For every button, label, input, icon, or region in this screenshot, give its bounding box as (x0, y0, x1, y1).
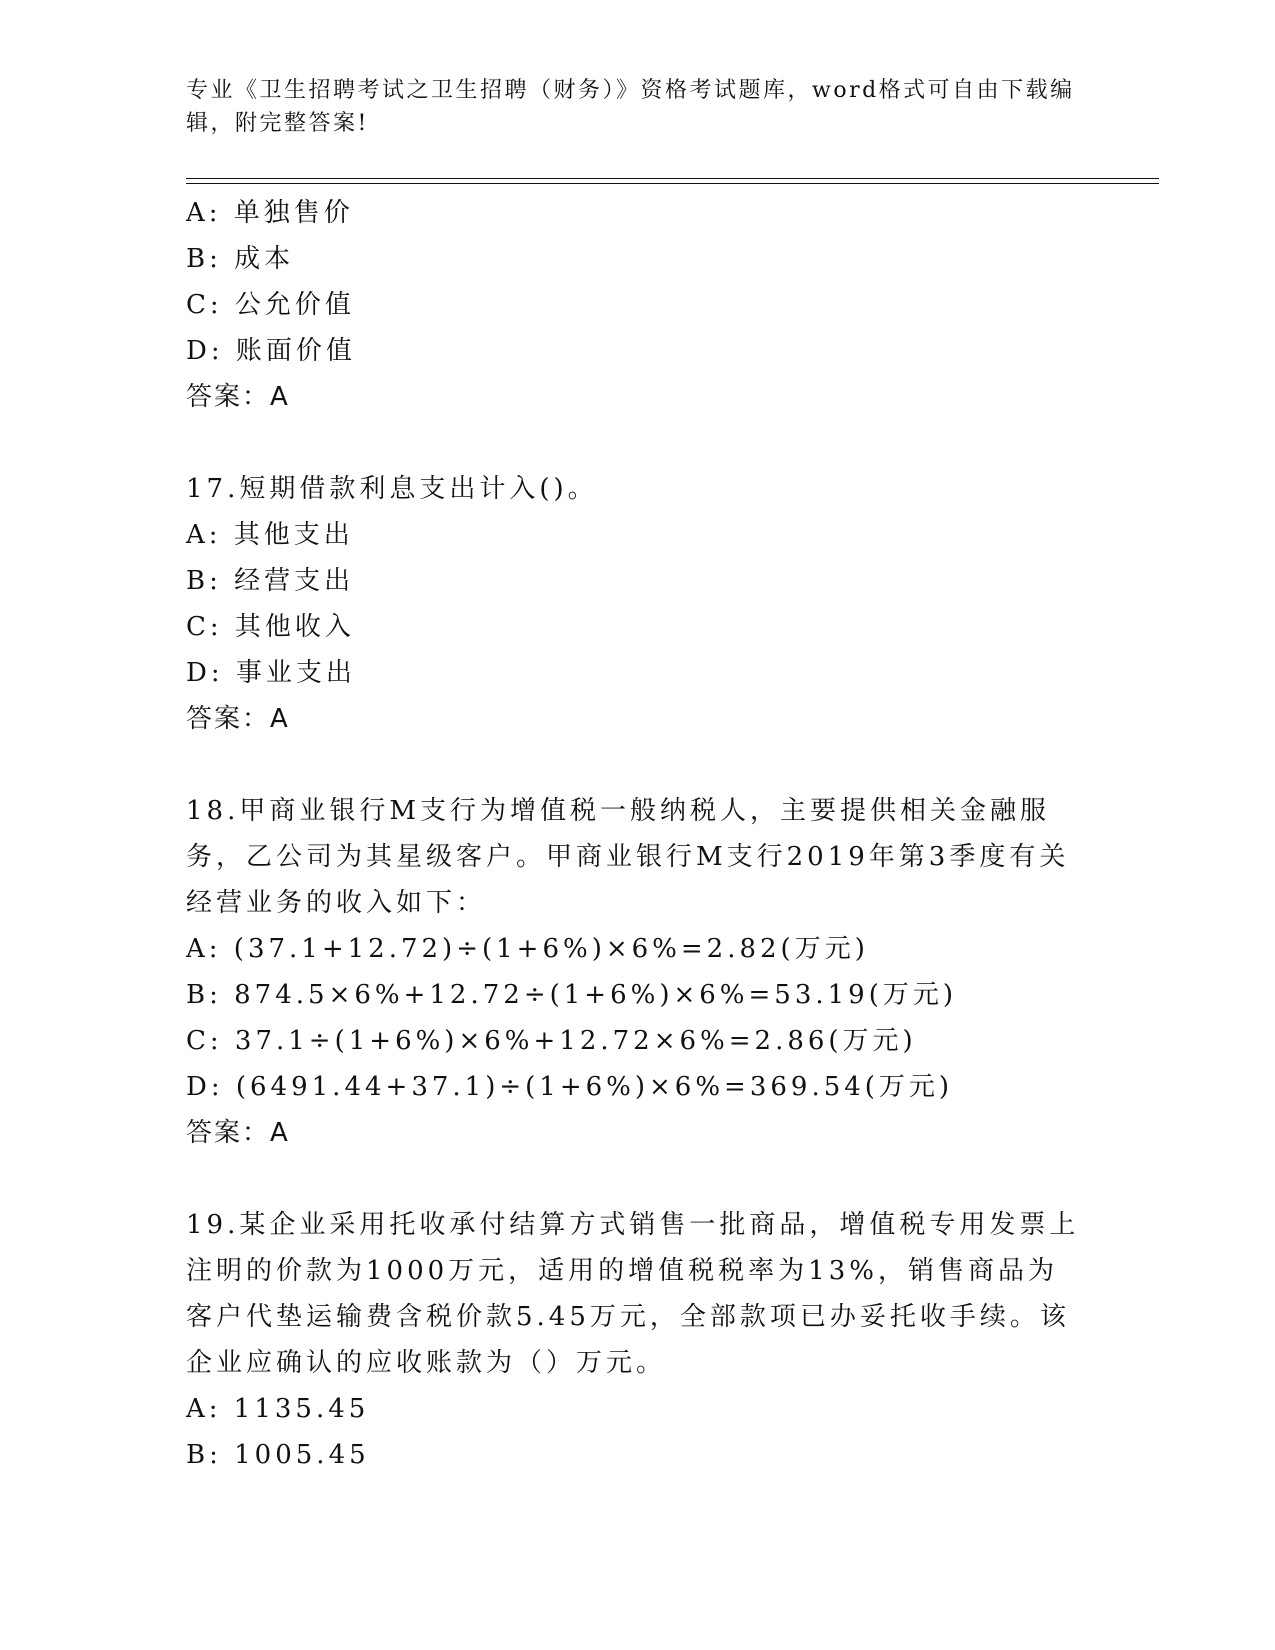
answer-line: 答案：A (186, 1118, 290, 1148)
option-d: D: (6491.44+37.1)÷(1+6%)×6%=369.54(万元) (186, 1072, 954, 1102)
spacer (186, 420, 1086, 466)
question-content (186, 190, 1086, 1478)
option-b: B: 1005.45 (186, 1440, 370, 1470)
question-17-block (186, 466, 1086, 742)
option-a: A: 其他支出 (186, 520, 354, 550)
option-d: D: 账面价值 (186, 336, 356, 366)
answer-line: 答案：A (186, 382, 290, 412)
option-b: B: 874.5×6%+12.72÷(1+6%)×6%=53.19(万元) (186, 980, 957, 1010)
question-16-block (186, 190, 1086, 420)
option-c: C: 其他收入 (186, 612, 355, 642)
option-d: D: 事业支出 (186, 658, 356, 688)
option-a: A: 单独售价 (186, 198, 354, 228)
option-c: C: 37.1÷(1+6%)×6%+12.72×6%=2.86(万元) (186, 1026, 917, 1056)
option-b: B: 成本 (186, 244, 295, 274)
option-a: A: (37.1+12.72)÷(1+6%)×6%=2.82(万元) (186, 934, 869, 964)
question-text: 17.短期借款利息支出计入()。 (186, 474, 598, 504)
document-header: 专业《卫生招聘考试之卫生招聘（财务）》资格考试题库，word格式可自由下载编辑，附完整答案! (186, 78, 1075, 136)
question-text: 19.某企业采用托收承付结算方式销售一批商品，增值税专用发票上注明的价款为1000万元，适用的增值税税率为13%，销售商品为客户代垫运输费含税价款5.45万元，全部款项已办妥托收手续。该企业应确认的应收账款为（）万元。 (186, 1210, 1080, 1378)
spacer (186, 1156, 1086, 1202)
option-a: A: 1135.45 (186, 1394, 370, 1424)
question-text: 18.甲商业银行M支行为增值税一般纳税人，主要提供相关金融服务，乙公司为其星级客户。甲商业银行M支行2019年第3季度有关经营业务的收入如下： (186, 796, 1070, 918)
header-divider-top (186, 178, 1159, 179)
option-c: C: 公允价值 (186, 290, 355, 320)
header-divider-bottom (186, 183, 1159, 184)
option-b: B: 经营支出 (186, 566, 355, 596)
answer-line: 答案：A (186, 704, 290, 734)
spacer (186, 742, 1086, 788)
question-19-block (186, 1202, 1086, 1478)
question-18-block (186, 788, 1086, 1156)
